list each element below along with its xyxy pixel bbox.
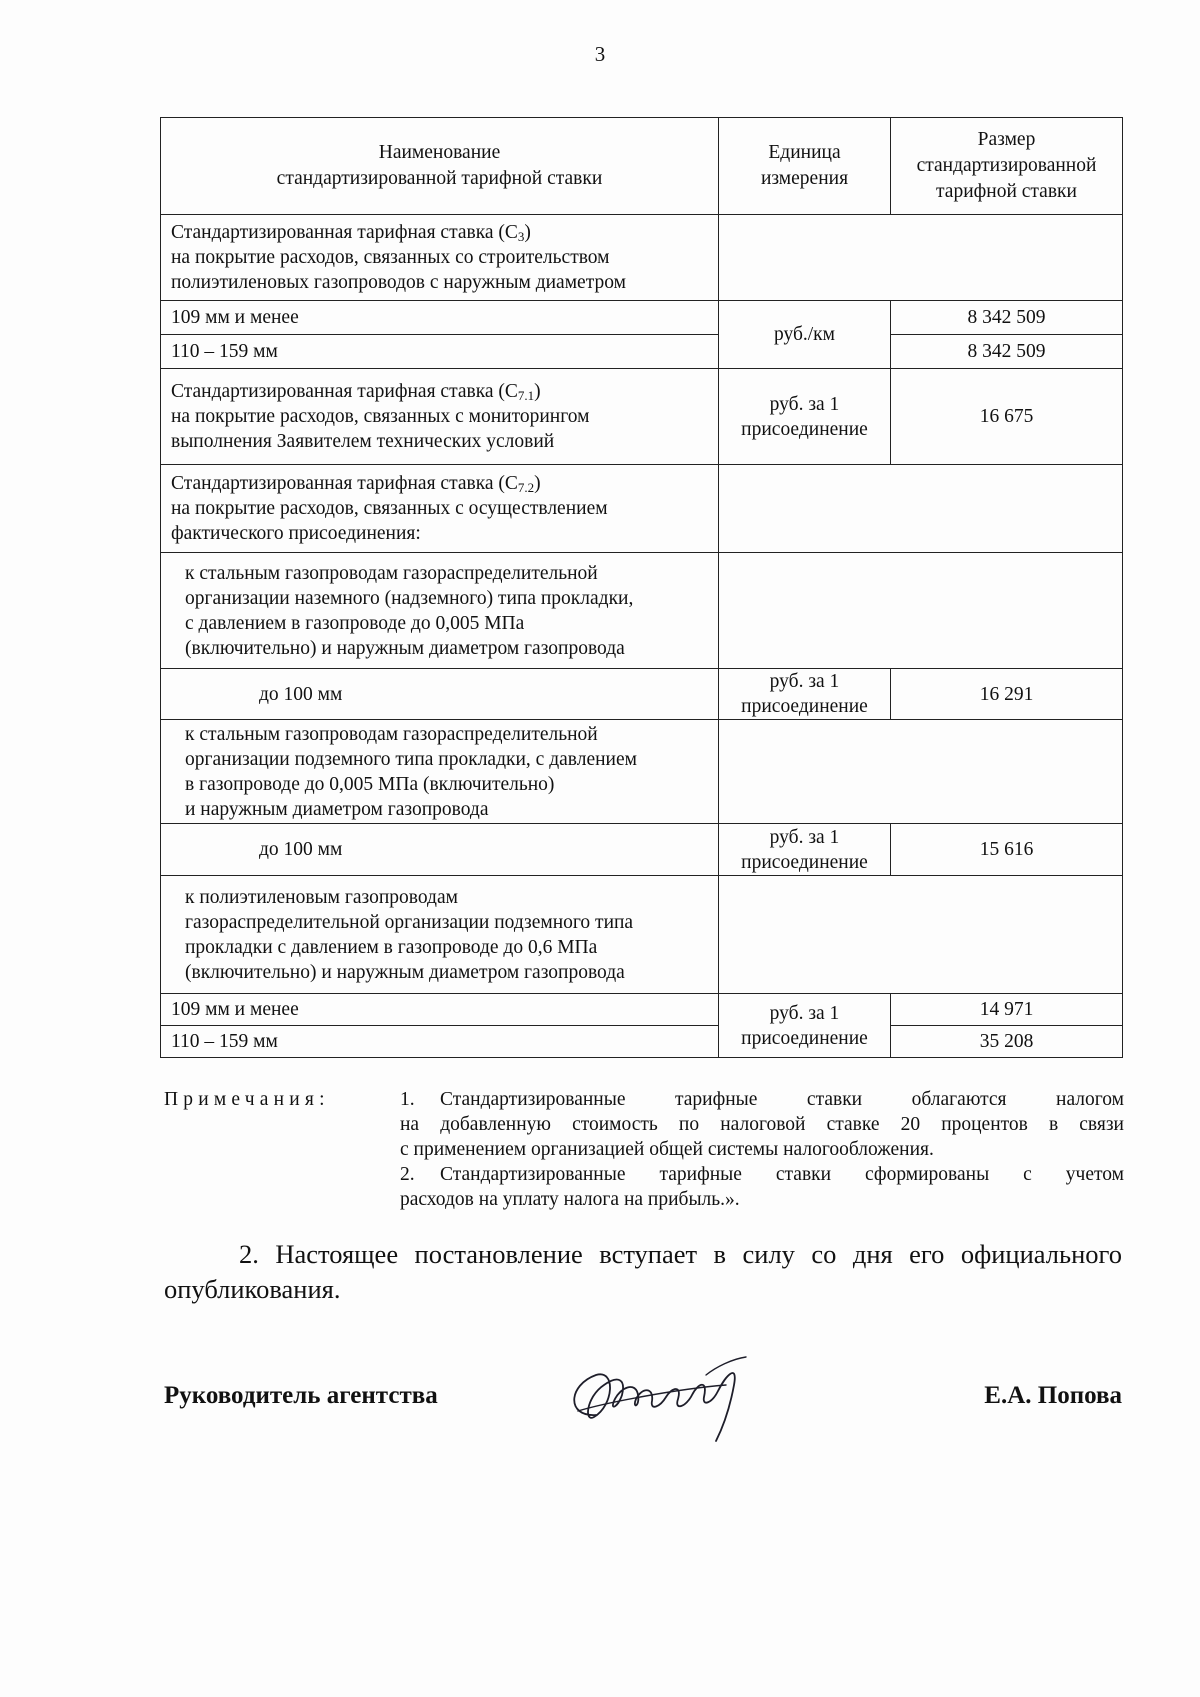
c72-title-suffix: ) (534, 473, 541, 494)
group-3-row-value: 14 971 (891, 994, 1123, 1026)
notes-label: Примечания: (164, 1089, 330, 1110)
table-row (161, 301, 1123, 335)
group-line: (включительно) и наружным диаметром газопровода (185, 961, 625, 983)
page-number: 3 (594, 42, 606, 66)
header-name-line: стандартизированной тарифной ставки (276, 168, 603, 189)
group-1-unit (719, 669, 891, 720)
note-number: 2. (400, 1164, 415, 1185)
c72-group-3-description (161, 876, 719, 994)
header-size-line: тарифной ставки (936, 181, 1077, 202)
note-number: 1. (400, 1089, 415, 1110)
header-size-line: стандартизированной (916, 155, 1097, 176)
table-header-row (161, 118, 1123, 215)
group-1-unit-line: руб. за 1 (769, 671, 840, 692)
header-unit-line: Единица (768, 142, 841, 163)
header-size (891, 118, 1123, 215)
c3-line: полиэтиленовых газопроводов с наружным диаметром (171, 272, 626, 293)
note-line: на добавленную стоимость по налоговой ставке 20 процентов в связи (400, 1114, 1124, 1135)
empty-cell (719, 465, 1123, 553)
table-row (161, 369, 1123, 465)
empty-cell (719, 215, 1123, 301)
header-size-line: Размер (977, 129, 1036, 150)
c3-row-label: 109 мм и менее (161, 301, 719, 335)
note-line (400, 1162, 1124, 1187)
group-line: в газопроводе до 0,005 МПа (включительно) (185, 773, 555, 795)
note-line: расходов на уплату налога на прибыль.». (400, 1189, 740, 1210)
c3-title-sub: 3 (517, 229, 525, 244)
note-text: Стандартизированные тарифные ставки облагаются налогом (440, 1089, 1124, 1110)
signer-position: Руководитель агентства (164, 1382, 438, 1409)
group-line: с давлением в газопроводе до 0,005 МПа (185, 612, 525, 634)
note-line (400, 1087, 1124, 1112)
c71-unit-line: присоединение (741, 418, 868, 440)
table-row (161, 994, 1123, 1026)
c71-unit-line: руб. за 1 (769, 393, 840, 415)
clause-line: опубликования. (164, 1274, 341, 1304)
group-1-unit-line: присоединение (741, 696, 868, 717)
c71-line: на покрытие расходов, связанных с мониторингом (171, 406, 590, 427)
header-name-line: Наименование (378, 142, 501, 163)
header-unit (719, 118, 891, 215)
empty-cell (719, 553, 1123, 669)
table-row (161, 1026, 1123, 1058)
signature-block (164, 1367, 1122, 1457)
c71-title (171, 379, 708, 404)
group-2-value: 15 616 (891, 824, 1123, 876)
group-2-unit-line: руб. за 1 (769, 826, 840, 848)
c72-line: на покрытие расходов, связанных с осуществлением (171, 498, 608, 519)
c72-title (171, 471, 708, 496)
group-line: организации подземного типа прокладки, с давлением (185, 748, 637, 770)
c3-row-value: 8 342 509 (891, 335, 1123, 369)
c72-group-1-description (161, 553, 719, 669)
c3-title (171, 220, 708, 245)
group-1-value: 16 291 (891, 669, 1123, 720)
table-row (161, 876, 1123, 994)
group-2-row-label: до 100 мм (161, 824, 719, 876)
note-text: Стандартизированные тарифные ставки сформированы с учетом (440, 1164, 1124, 1185)
empty-cell (719, 876, 1123, 994)
c71-description (161, 369, 719, 465)
group-line: к полиэтиленовым газопроводам (185, 886, 458, 908)
table-row (161, 720, 1123, 824)
c71-unit (719, 369, 891, 465)
c71-title-prefix: Стандартизированная тарифная ставка (С (171, 381, 518, 402)
note-line: с применением организацией общей системы налогообложения. (400, 1139, 934, 1160)
group-line: к стальным газопроводам газораспределительной (185, 562, 598, 584)
handwritten-signature (556, 1345, 766, 1455)
group-3-row-label: 110 – 159 мм (161, 1026, 719, 1058)
table-row (161, 465, 1123, 553)
c71-title-suffix: ) (534, 381, 541, 402)
table-row (161, 215, 1123, 301)
c3-unit: руб./км (719, 301, 891, 369)
group-line: (включительно) и наружным диаметром газопровода (185, 637, 625, 659)
table-row (161, 824, 1123, 876)
header-name (161, 118, 719, 215)
table-row (161, 669, 1123, 720)
c71-value: 16 675 (891, 369, 1123, 465)
group-1-row-label: до 100 мм (161, 669, 719, 720)
note-item (400, 1162, 1124, 1212)
group-2-unit (719, 824, 891, 876)
c72-line: фактического присоединения: (171, 523, 421, 544)
c71-line: выполнения Заявителем технических условий (171, 431, 555, 452)
signer-name: Е.А. Попова (984, 1382, 1122, 1409)
group-line: организации наземного (надземного) типа прокладки, (185, 587, 634, 609)
clause-2 (164, 1237, 1122, 1307)
group-line: прокладки с давлением в газопроводе до 0,6 МПа (185, 936, 598, 958)
c72-description (161, 465, 719, 553)
c3-row-label: 110 – 159 мм (161, 335, 719, 369)
c71-title-sub: 7.1 (517, 388, 535, 403)
note-item (400, 1087, 1124, 1162)
header-unit-line: измерения (760, 168, 849, 189)
group-3-row-value: 35 208 (891, 1026, 1123, 1058)
group-3-unit-line: присоединение (741, 1027, 868, 1049)
clause-line: 2. Настоящее постановление вступает в силу со дня его официального (239, 1239, 1122, 1269)
group-3-unit-line: руб. за 1 (769, 1002, 840, 1024)
group-3-unit (719, 994, 891, 1058)
c72-title-sub: 7.2 (517, 480, 535, 495)
c3-line: на покрытие расходов, связанных со строительством (171, 247, 610, 268)
c72-title-prefix: Стандартизированная тарифная ставка (С (171, 473, 518, 494)
c72-group-2-description (161, 720, 719, 824)
c3-row-value: 8 342 509 (891, 301, 1123, 335)
group-line: газораспределительной организации подземного типа (185, 911, 634, 933)
table-row (161, 335, 1123, 369)
c3-title-suffix: ) (524, 222, 531, 243)
group-line: к стальным газопроводам газораспределительной (185, 723, 598, 745)
table-row (161, 553, 1123, 669)
empty-cell (719, 720, 1123, 824)
group-2-unit-line: присоединение (741, 851, 868, 873)
c3-title-prefix: Стандартизированная тарифная ставка (С (171, 222, 518, 243)
c3-description (161, 215, 719, 301)
group-line: и наружным диаметром газопровода (185, 798, 489, 820)
group-3-row-label: 109 мм и менее (161, 994, 719, 1026)
tariff-table (160, 117, 1123, 1058)
